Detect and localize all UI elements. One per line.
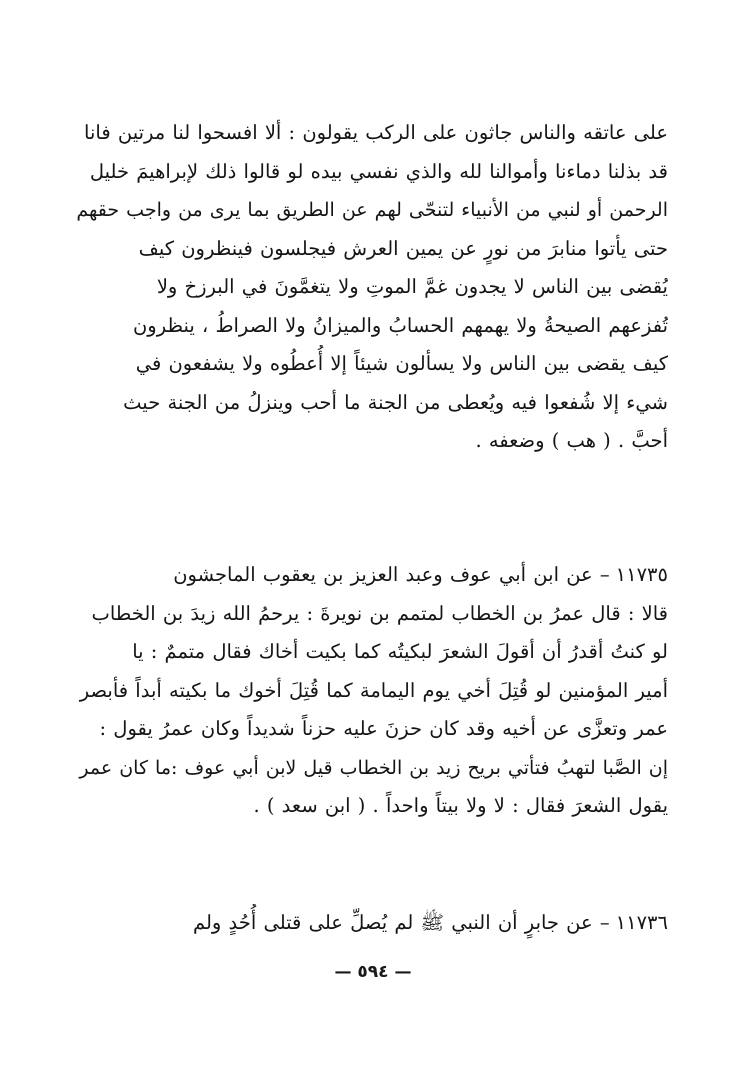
text-line: يقول الشعرَ فقال : لا ولا بيتاً واحداً . ( ابن سعد ) . [253, 794, 668, 817]
text-line: على عاتقه والناس جاثون على الركب يقولون : ألا افسحوا لنا مرتين فانا [84, 121, 668, 144]
hadith-number: ١١٧٣٥ [615, 563, 668, 586]
text-line: لو كنتُ أقدرُ أن أقولَ الشعرَ لبكيتُه كما بكيت أخاك فقال متممٌ : يا [132, 640, 668, 663]
text-line: عمر وتعزَّى عن أخيه وقد كان حزنَ عليه حزناً شديداً وكان عمرُ يقول : [99, 717, 668, 740]
text-line: أحبَّ . ( هب ) وضعفه . [475, 429, 668, 452]
hadith-continuation [76, 114, 668, 461]
hadith-11736 [76, 904, 668, 943]
hadith-first-line: – عن جابرٍ أن النبي ﷺ لم يُصلِّ على قتلى أُحُدٍ ولم [193, 911, 610, 934]
text-line: تُفزعهم الصيحةُ ولا يهمهم الحسابُ والميزانُ ولا الصراطُ ، ينظرون [132, 313, 668, 337]
text-line: كيف يقضى بين الناس ولا يسألون شيئاً إلا أُعطُوه ولا يشفعون في [135, 352, 668, 375]
hadith-number: ١١٧٣٦ [615, 911, 668, 934]
text-line [76, 904, 668, 943]
hadith-first-line: – عن ابن أبي عوف وعبد العزيز بن يعقوب الماجشون [173, 563, 610, 586]
text-line: يُقضى بين الناس لا يجدون غمَّ الموتِ ولا يتغمَّونَ في البرزخ ولا [156, 275, 668, 298]
page-number: — ٥٩٤ — [334, 962, 412, 982]
text-line: حتى يأتوا منابرَ من نورٍ عن يمين العرش فيجلسون فينظرون كيف [138, 236, 668, 260]
text-line: قد بذلنا دماءنا وأموالنا لله والذي نفسي بيده لو قالوا ذلك لإبراهيمَ خليل [89, 159, 668, 183]
text-line: الرحمن أو لنبي من الأنبياء لتنحّى لهم عن الطريق بما يرى من واجب حقهم [76, 199, 668, 221]
text-line: شيء إلا شُفعوا فيه ويُعطى من الجنة ما أحب وينزلُ من الجنة حيث [123, 390, 668, 414]
text-line: قالا : قال عمرُ بن الخطاب لمتمم بن نويرةَ : يرحمُ الله زيدَ بن الخطاب [91, 601, 668, 625]
text-line: أمير المؤمنين لو قُتِلَ أخي يوم اليمامة كما قُتِلَ أخوك ما بكيته أبداً فأبصر [79, 678, 668, 702]
text-line: إن الصَّبا لتهبُ فتأتي بريح زيد بن الخطاب قيل لابن أبي عوف :ما كان عمر [79, 756, 668, 779]
text-line [76, 556, 668, 595]
hadith-11735 [76, 556, 668, 826]
